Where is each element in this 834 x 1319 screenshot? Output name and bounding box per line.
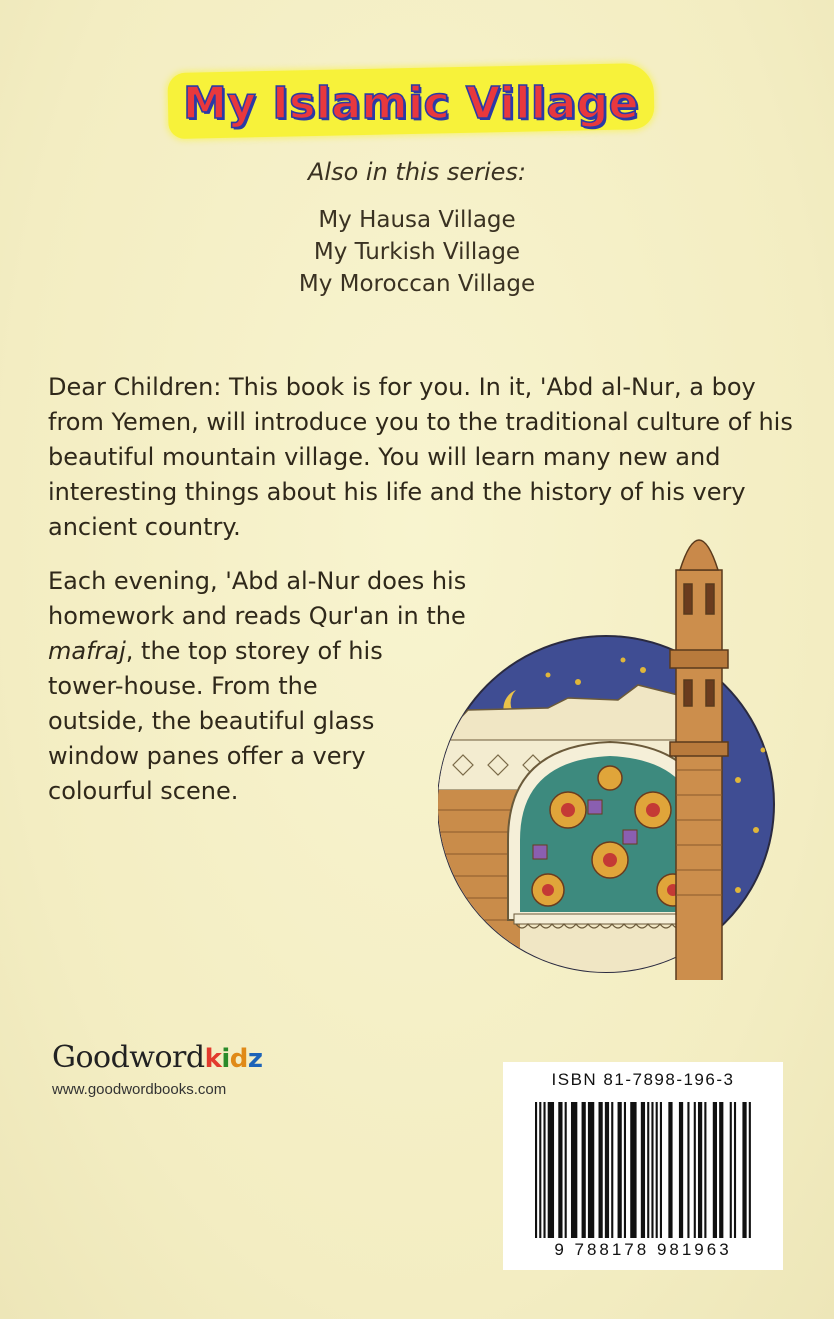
barcode-bar: [647, 1102, 649, 1238]
series-list: [0, 204, 834, 300]
mafraj-term: mafraj: [48, 637, 126, 665]
paragraph-line: homework and reads Qur'an in the: [48, 602, 466, 630]
barcode-bar: [734, 1102, 736, 1238]
barcode-bar: [679, 1102, 683, 1238]
barcode-bar: [660, 1102, 662, 1238]
publisher-logo: [52, 1040, 263, 1075]
barcode-bar: [698, 1102, 702, 1238]
barcode-box: [503, 1062, 783, 1270]
barcode-bar: [742, 1102, 746, 1238]
barcode-bar: [598, 1102, 602, 1238]
paragraph-line: Each evening, 'Abd al-Nur does his: [48, 567, 467, 595]
paragraph-line: outside, the beautiful glass: [48, 707, 375, 735]
barcode-bar: [641, 1102, 645, 1238]
barcode-bar: [730, 1102, 732, 1238]
barcode-bar: [630, 1102, 636, 1238]
barcode-bar: [624, 1102, 626, 1238]
barcode-image: [535, 1102, 753, 1238]
barcode-bar: [582, 1102, 586, 1238]
barcode-bar: [543, 1102, 545, 1238]
barcode-bar: [618, 1102, 622, 1238]
barcode-bar: [539, 1102, 541, 1238]
barcode-bar: [548, 1102, 554, 1238]
barcode-bar: [605, 1102, 609, 1238]
mosque-window-illustration: [438, 510, 788, 980]
paragraph-line: colourful scene.: [48, 777, 239, 805]
paragraph-line: mafraj, the top storey of his: [48, 637, 383, 665]
series-item: My Hausa Village: [318, 207, 516, 233]
barcode-bar: [694, 1102, 696, 1238]
book-title: My Islamic Village: [182, 77, 639, 129]
publisher-url: www.goodwordbooks.com: [52, 1081, 227, 1098]
barcode-bar: [704, 1102, 706, 1238]
publisher-name: Goodword: [52, 1040, 205, 1075]
barcode-bar: [571, 1102, 577, 1238]
barcode-bar: [719, 1102, 723, 1238]
series-heading: Also in this series:: [308, 158, 526, 186]
barcode-bar: [565, 1102, 567, 1238]
barcode-bar: [535, 1102, 537, 1238]
barcode-bar: [713, 1102, 717, 1238]
barcode-bar: [588, 1102, 594, 1238]
series-item: My Moroccan Village: [298, 271, 536, 297]
barcode-bar: [668, 1102, 672, 1238]
barcode-bar: [611, 1102, 613, 1238]
barcode-bar: [687, 1102, 689, 1238]
paragraph-line: window panes offer a very: [48, 742, 366, 770]
barcode-bar: [749, 1102, 751, 1238]
barcode-bar: [656, 1102, 658, 1238]
paragraph-line: tower-house. From the: [48, 672, 318, 700]
barcode-bar: [558, 1102, 562, 1238]
intro-paragraph: Dear Children: This book is for you. In it, 'Abd al-Nur, a boy from Yemen, will introduce you to the traditional culture of his beautiful mountain village. You will learn many new and interesting things about his life and the history of his very ancient country.: [48, 373, 793, 541]
barcode-number: 9 788178 981963: [554, 1240, 732, 1259]
isbn-label: ISBN 81-7898-196-3: [551, 1070, 735, 1089]
barcode-bar: [651, 1102, 653, 1238]
kidz-wordmark: kidz: [204, 1044, 263, 1074]
series-item: My Turkish Village: [313, 239, 521, 265]
